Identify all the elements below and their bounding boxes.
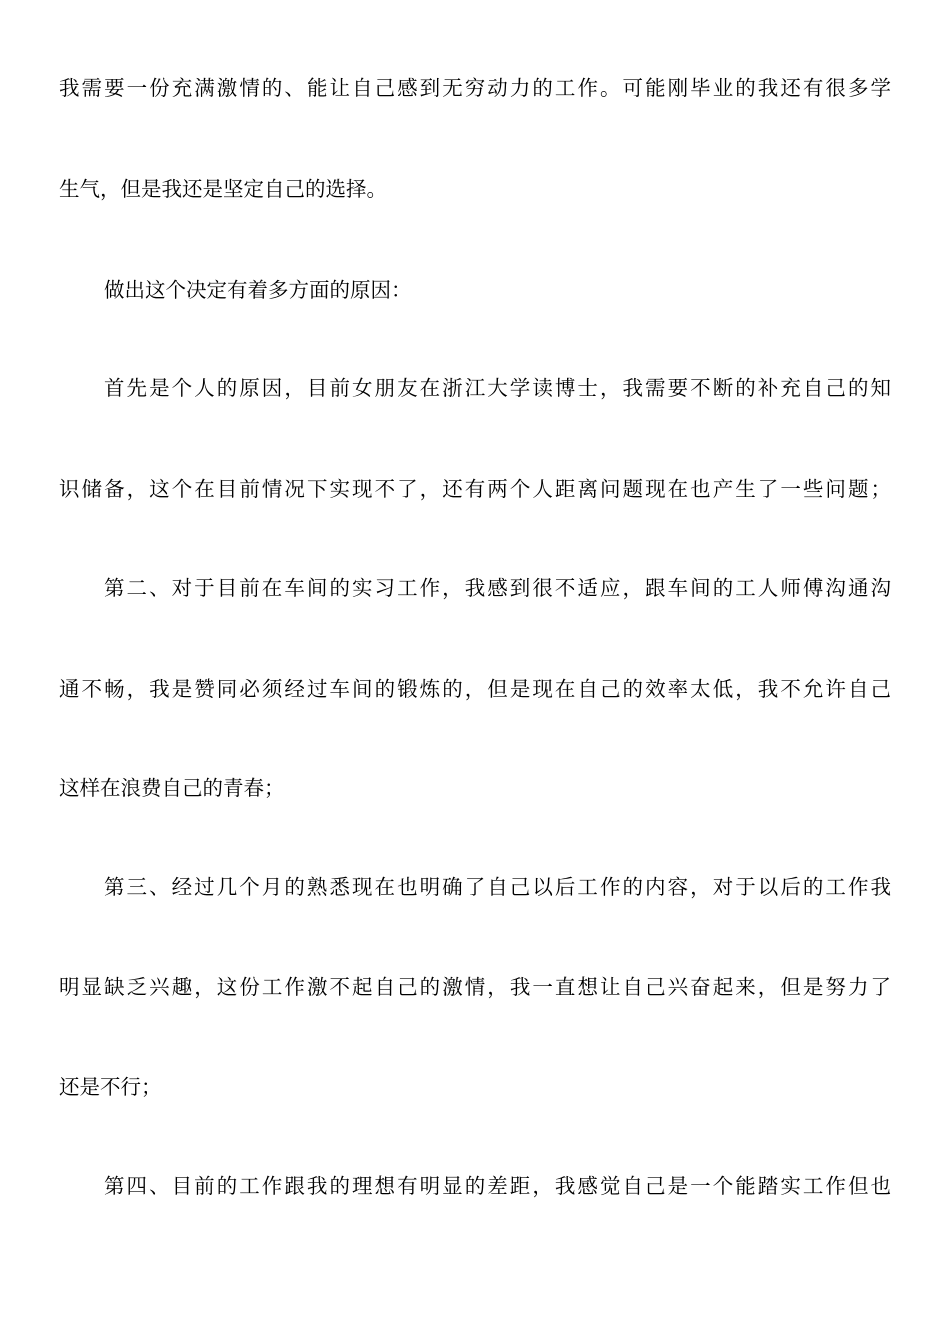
text-line: 第二、对于目前在车间的实习工作，我感到很不适应，跟车间的工人师傅沟通沟	[104, 576, 891, 600]
text-line: 识储备，这个在目前情况下实现不了，还有两个人距离问题现在也产生了一些问题；	[59, 477, 891, 501]
text-line: 我需要一份充满激情的、能让自己感到无穷动力的工作。可能刚毕业的我还有很多学	[59, 76, 891, 100]
text-line: 生气，但是我还是坚定自己的选择。	[59, 177, 387, 201]
text-line: 通不畅，我是赞同必须经过车间的锻炼的，但是现在自己的效率太低，我不允许自己	[59, 677, 891, 701]
text-line: 首先是个人的原因，目前女朋友在浙江大学读博士，我需要不断的补充自己的知	[104, 376, 891, 400]
text-line: 做出这个决定有着多方面的原因：	[104, 278, 412, 302]
text-line: 这样在浪费自己的青春；	[59, 776, 285, 800]
text-line: 第四、目前的工作跟我的理想有明显的差距，我感觉自己是一个能踏实工作但也	[104, 1174, 891, 1198]
text-line: 还是不行；	[59, 1075, 162, 1099]
text-line: 第三、经过几个月的熟悉现在也明确了自己以后工作的内容，对于以后的工作我	[104, 875, 891, 899]
text-line: 明显缺乏兴趣，这份工作激不起自己的激情，我一直想让自己兴奋起来，但是努力了	[59, 975, 891, 999]
